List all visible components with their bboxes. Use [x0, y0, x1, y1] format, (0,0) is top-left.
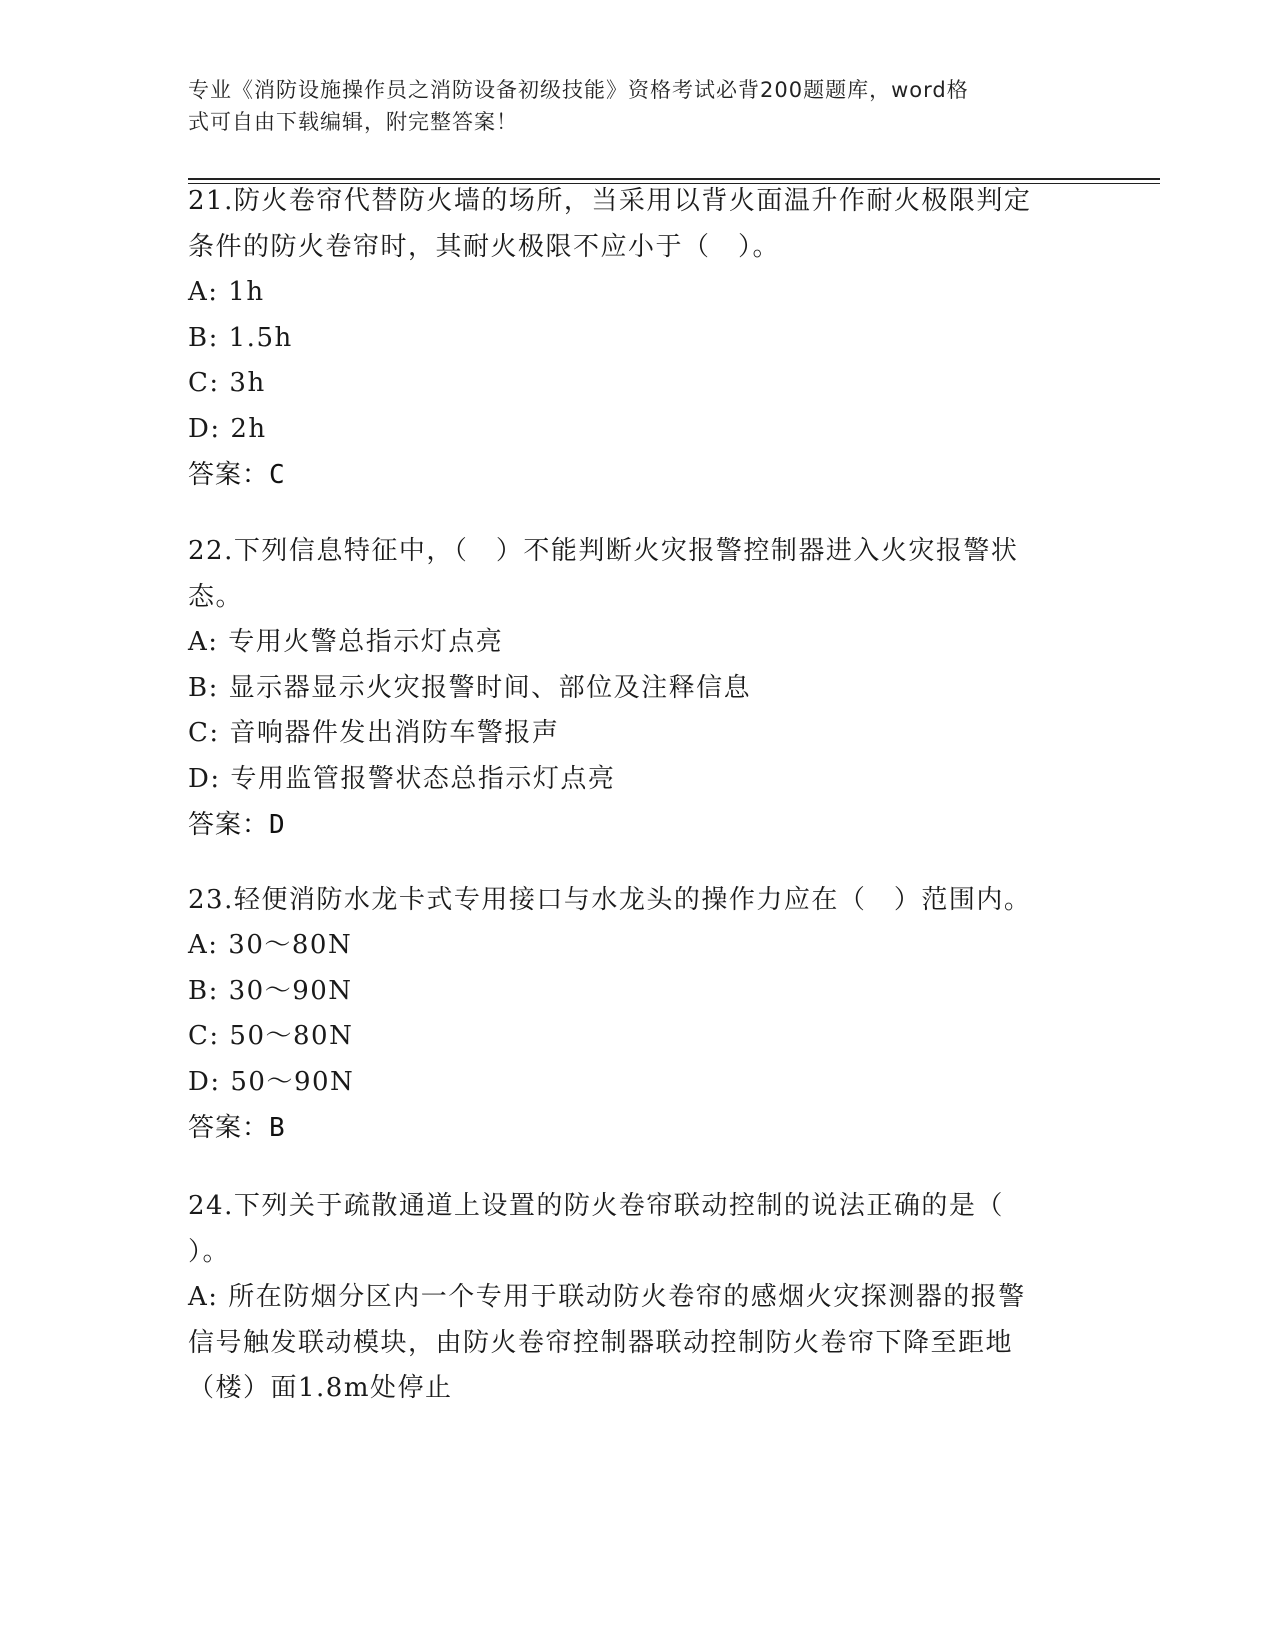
answer-label: 答案：	[188, 460, 270, 490]
option-a-continued: 信号触发联动模块，由防火卷帘控制器联动控制防火卷帘下降至距地	[188, 1327, 1014, 1358]
option-d: D: 专用监管报警状态总指示灯点亮	[188, 763, 616, 794]
header-line-2: 式可自由下载编辑，附完整答案！	[188, 110, 518, 134]
answer-value: D	[269, 810, 286, 840]
option-c: C: 音响器件发出消防车警报声	[188, 718, 560, 748]
question-stem-line: 态。	[188, 582, 244, 612]
answer-line	[188, 452, 1088, 498]
option-d: D: 2h	[188, 413, 267, 444]
answer-line	[188, 1105, 1088, 1151]
question-22	[188, 528, 1088, 848]
option-c: C: 3h	[188, 368, 266, 398]
answer-value: B	[269, 1113, 286, 1143]
question-stem-line: 23.轻便消防水龙卡式专用接口与水龙头的操作力应在（ ）范围内。	[188, 885, 1032, 915]
question-23	[188, 877, 1088, 1151]
question-stem-line: ）。	[188, 1237, 231, 1267]
option-a: A: 30～80N	[188, 930, 353, 960]
answer-value: C	[269, 460, 286, 490]
question-21	[188, 178, 1088, 498]
option-d: D: 50～90N	[188, 1066, 355, 1097]
question-stem-line: 条件的防火卷帘时，其耐火极限不应小于（ ）。	[188, 232, 781, 262]
option-b: B: 显示器显示火灾报警时间、部位及注释信息	[188, 672, 752, 703]
option-a-continued: （楼）面1.8m处停止	[188, 1373, 453, 1403]
option-a: A: 所在防烟分区内一个专用于联动防火卷帘的感烟火灾探测器的报警	[188, 1282, 1026, 1312]
answer-label: 答案：	[188, 1113, 270, 1143]
question-24	[188, 1183, 1088, 1412]
option-b: B: 30～90N	[188, 975, 353, 1006]
option-b: B: 1.5h	[188, 322, 293, 353]
document-header	[188, 74, 1068, 138]
question-stem-line: 22.下列信息特征中，（ ）不能判断火灾报警控制器进入火灾报警状	[188, 536, 1019, 566]
option-a: A: 1h	[188, 277, 265, 307]
header-line-1: 专业《消防设施操作员之消防设备初级技能》资格考试必背200题题库，word格	[188, 78, 969, 102]
question-stem-line: 24.下列关于疏散通道上设置的防火卷帘联动控制的说法正确的是（	[188, 1191, 1004, 1221]
answer-label: 答案：	[188, 810, 270, 840]
answer-line	[188, 802, 1088, 848]
question-stem-line: 21.防火卷帘代替防火墙的场所，当采用以背火面温升作耐火极限判定	[188, 186, 1032, 216]
option-a: A: 专用火警总指示灯点亮	[188, 627, 504, 657]
option-c: C: 50～80N	[188, 1021, 354, 1051]
